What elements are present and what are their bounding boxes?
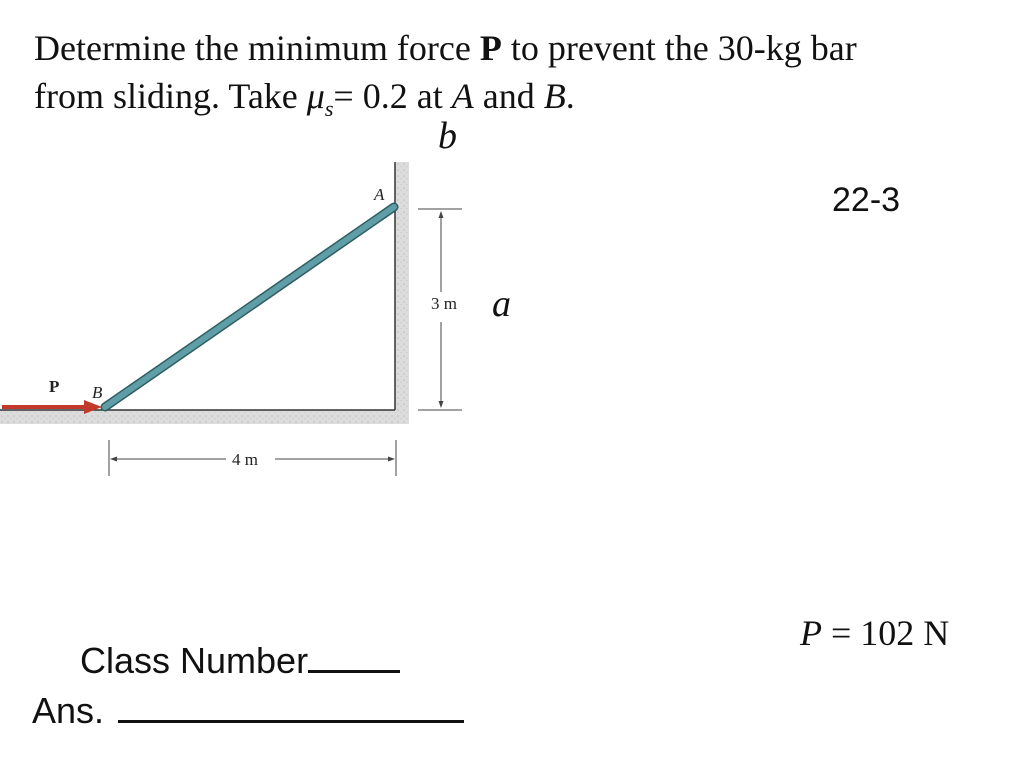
problem-statement bbox=[34, 24, 1014, 133]
bar-diagram bbox=[0, 150, 520, 490]
answer-symbol: P bbox=[800, 613, 822, 653]
problem-text: to prevent the 30-kg bar bbox=[501, 28, 857, 68]
problem-text: from sliding. Take bbox=[34, 76, 307, 116]
problem-text: and bbox=[473, 76, 544, 116]
annotation-a: a bbox=[492, 283, 511, 325]
friction-symbol: μ bbox=[306, 76, 325, 116]
force-symbol: P bbox=[479, 28, 502, 68]
point-b-ref: B bbox=[543, 76, 566, 116]
answer-number: = 102 N bbox=[822, 613, 950, 653]
wall bbox=[395, 162, 409, 424]
ans-label: Ans. bbox=[32, 690, 105, 731]
problem-number: 22-3 bbox=[832, 181, 901, 219]
dim-arrow-up bbox=[439, 211, 444, 218]
class-number-field[interactable] bbox=[80, 640, 400, 682]
point-a-ref: A bbox=[451, 76, 474, 116]
label-p: P bbox=[49, 377, 60, 396]
answer-field[interactable] bbox=[32, 690, 464, 732]
answer-blank[interactable] bbox=[118, 716, 464, 723]
dim-arrow-left bbox=[110, 457, 117, 462]
dim-arrow-down bbox=[439, 401, 444, 408]
dim-horizontal-label: 4 m bbox=[232, 450, 258, 469]
problem-text: Determine the minimum force bbox=[34, 28, 480, 68]
problem-text: = 0.2 at bbox=[333, 76, 452, 116]
dim-arrow-right bbox=[388, 457, 395, 462]
answer-value bbox=[800, 612, 949, 654]
annotation-b: b bbox=[438, 115, 457, 157]
dim-vertical-label: 3 m bbox=[431, 294, 457, 313]
label-a: A bbox=[374, 185, 385, 204]
label-b: B bbox=[92, 383, 103, 402]
problem-line-2 bbox=[34, 72, 1014, 133]
bar bbox=[105, 207, 394, 407]
floor bbox=[0, 410, 409, 424]
class-number-blank[interactable] bbox=[308, 666, 400, 673]
problem-line-1 bbox=[34, 24, 1014, 72]
class-number-label: Class Number bbox=[80, 640, 309, 681]
problem-text: . bbox=[565, 76, 575, 116]
friction-subscript: s bbox=[324, 96, 334, 122]
